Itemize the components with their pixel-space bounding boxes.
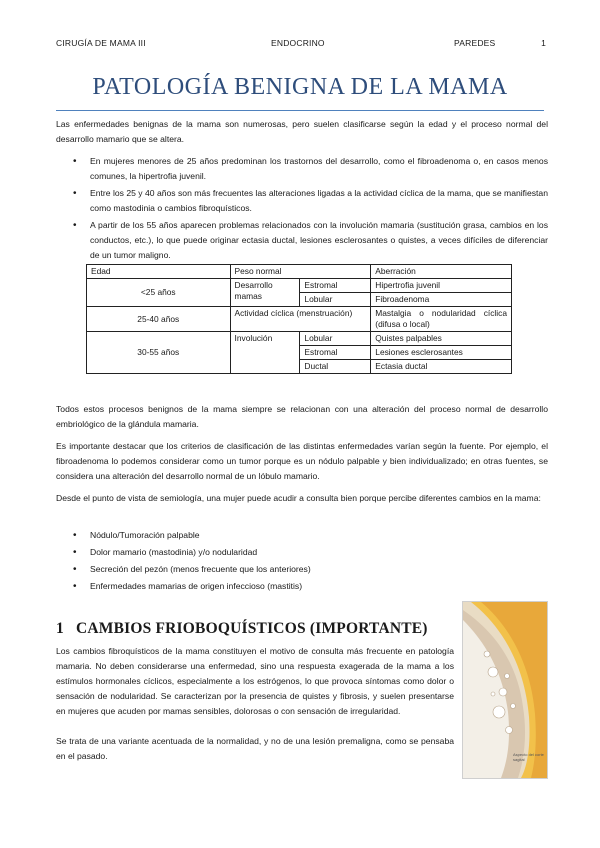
table-cell: <25 años (87, 279, 231, 307)
page-header (56, 38, 546, 52)
list-item: • Enfermedades mamarias de origen infeccioso (mastitis) (56, 579, 548, 594)
table-cell: Estromal (300, 279, 371, 293)
section-number: 1 (56, 620, 64, 637)
table-cell: Fibroadenoma (371, 293, 512, 307)
paragraph-semiology: Desde el punto de vista de semiología, una mujer puede acudir a consulta bien porque percibe diferentes cambios en la mama: (56, 493, 541, 503)
section-paragraph-normality: Se trata de una variante acentuada de la normalidad, y no de una lesión premaligna, como se pensaba en el pasado. (56, 736, 454, 761)
figure-caption: Aspecto del corte sagital (513, 752, 544, 762)
table-header-cell: Aberración (371, 265, 512, 279)
table-cell: Ductal (300, 360, 371, 374)
paragraph-development: Todos estos procesos benignos de la mama siempre se relacionan con una alteración del proceso normal de desarrollo embriológico de la glándula mamaria. (56, 404, 548, 429)
list-item: • Nódulo/Tumoración palpable (56, 528, 548, 543)
section-title-text: CAMBIOS FRIOBOQUÍSTICOS (IMPORTANTE) (75, 620, 428, 637)
paragraph-classification: Es importante destacar que los criterios de clasificación de las distintas enfermedades varían según la fuente. Por ejemplo, el fibroadenoma lo podemos considerar como un tumor porque es un nódulo palpable y bien individualizado; en otras fuentes, se considera una alteración del desarrollo normal de un lóbulo mamario. (56, 441, 548, 481)
table-header-cell: Peso normal (230, 265, 371, 279)
table-cell: Mastalgia o nodularidad cíclica (difusa o local) (371, 307, 512, 332)
table-row (87, 332, 512, 346)
table-cell: Hipertrofia juvenil (371, 279, 512, 293)
title-underline (56, 110, 544, 111)
table-cell: Desarrollo mamas (230, 279, 300, 307)
table-cell: Involución (230, 332, 300, 374)
table-cell: Estromal (300, 346, 371, 360)
table-cell: Lobular (300, 332, 371, 346)
list-item: • A partir de los 55 años aparecen problemas relacionados con la involución mamaria (sustitución grasa, cambios en los conductos, etc.), lo que puede originar ectasia ductal, lesiones esclerosantes o quistes, a veces difíciles de diferenciar de un tumor maligno. (56, 218, 548, 263)
classification-table (86, 264, 512, 374)
list-item: • Dolor mamario (mastodinia) y/o nodularidad (56, 545, 548, 560)
header-page-number: 1 (541, 38, 546, 48)
page-title: PATOLOGÍA BENIGNA DE LA MAMA (92, 74, 508, 100)
changes-bullet-list (56, 528, 548, 596)
section-paragraph-fibrocystic: Los cambios fibroquísticos de la mama constituyen el motivo de consulta más frecuente en patología mamaria. No deben considerarse una enfermedad, sino una respuesta exagerada de la mama a los estímulos hormonales cíclicos, especialmente a los estrógenos, lo que provoca síntomas como dolor o sensación de nodularidad. Se caracterizan por la presencia de quistes y fibrosis, y suelen presentarse en mujeres que acuden por mamas sensibles, dolorosas o con sensación de irregularidad. (56, 646, 454, 716)
list-item: • En mujeres menores de 25 años predominan los trastornos del desarrollo, como el fibroadenoma o, en casos menos comunes, la hipertrofia juvenil. (56, 154, 548, 184)
section-heading (56, 620, 428, 638)
table-cell: Actividad cíclica (menstruación) (230, 307, 371, 332)
breast-section-illustration (462, 601, 548, 779)
table-row (87, 265, 512, 279)
table-cell: 30-55 años (87, 332, 231, 374)
header-course: CIRUGÍA DE MAMA III (56, 38, 146, 48)
header-subject: ENDOCRINO (271, 38, 325, 48)
table-cell: Quistes palpables (371, 332, 512, 346)
table-cell: Ectasia ductal (371, 360, 512, 374)
age-bullet-list (56, 154, 548, 265)
intro-paragraph: Las enfermedades benignas de la mama son numerosas, pero suelen clasificarse según la edad y el proceso normal del desarrollo mamario que se altera. (56, 119, 548, 144)
table-row (87, 307, 512, 332)
list-item: • Entre los 25 y 40 años son más frecuentes las alteraciones ligadas a la actividad cíclica de la mama, que se manifiestan como mastodinia o cambios fibroquísticos. (56, 186, 548, 216)
table-cell: Lobular (300, 293, 371, 307)
table-row (87, 279, 512, 293)
table-header-cell: Edad (87, 265, 231, 279)
table-cell: 25-40 años (87, 307, 231, 332)
header-author: PAREDES (454, 38, 496, 48)
list-item: • Secreción del pezón (menos frecuente que los anteriores) (56, 562, 548, 577)
table-cell: Lesiones esclerosantes (371, 346, 512, 360)
